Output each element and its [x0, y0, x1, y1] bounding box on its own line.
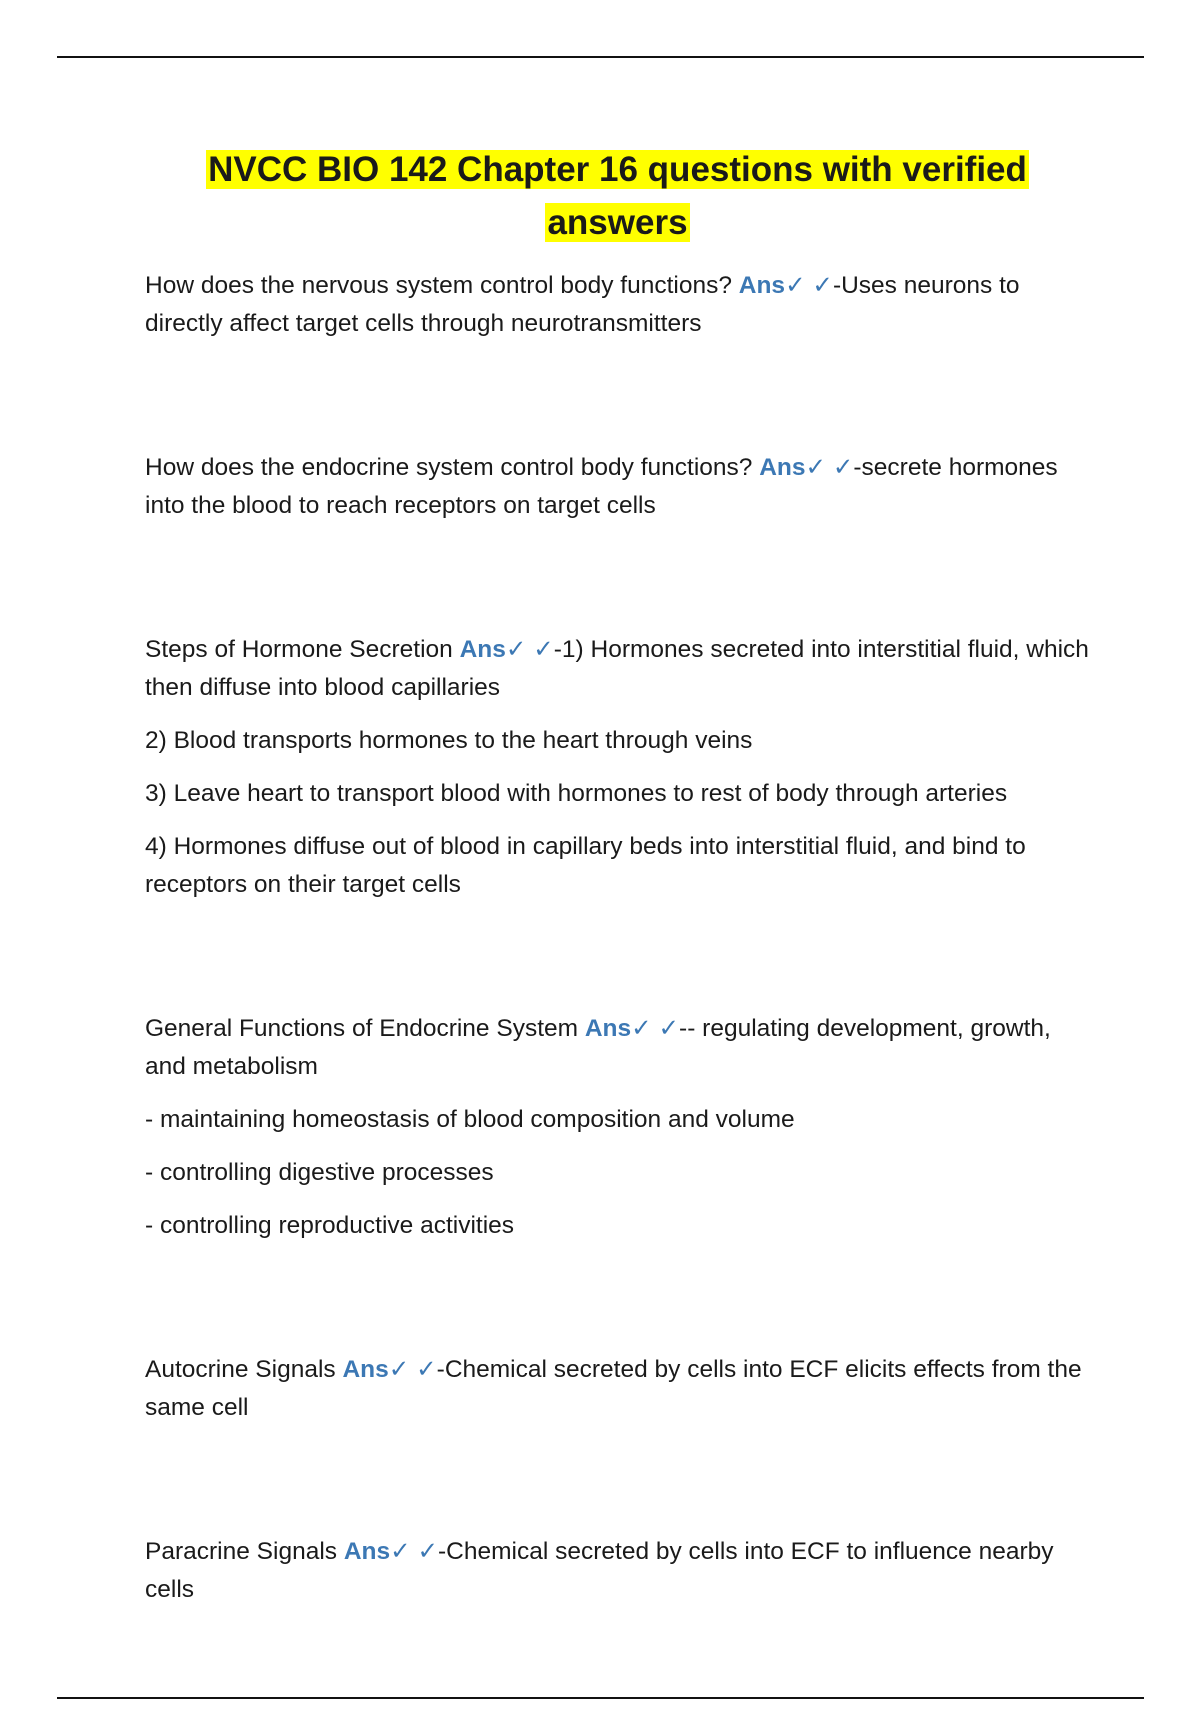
answer-line: - controlling reproductive activities: [145, 1212, 515, 1239]
answer-line: - maintaining homeostasis of blood composition and volume: [145, 1106, 795, 1133]
question-text: How does the endocrine system control body functions?: [145, 454, 753, 481]
answer-text: -- regulating development, growth, and metabolism: [145, 1015, 1051, 1080]
ans-label: Ans: [342, 1356, 389, 1383]
question-text: Steps of Hormone Secretion: [145, 636, 453, 663]
answer-line: 2) Blood transports hormones to the heart through veins: [145, 727, 753, 754]
check-icon: ✓ ✓: [388, 1356, 437, 1383]
question-text: Autocrine Signals: [145, 1356, 336, 1383]
ans-label: Ans: [459, 636, 506, 663]
answer-line: 4) Hormones diffuse out of blood in capillary beds into interstitial fluid, and bind to receptors on their target cells: [145, 833, 1026, 898]
document-title: [145, 143, 1090, 249]
check-icon: ✓ ✓: [505, 636, 554, 663]
qa-entry: [145, 1351, 1090, 1427]
ans-label: Ans: [584, 1015, 632, 1042]
check-icon: ✓ ✓: [390, 1538, 439, 1565]
check-icon: ✓ ✓: [805, 454, 854, 481]
qa-entry: [145, 449, 1090, 525]
question-text: General Functions of Endocrine System: [145, 1015, 579, 1042]
answer-text: -Chemical secreted by cells into ECF elicits effects from the same cell: [145, 1356, 1082, 1421]
check-icon: ✓ ✓: [785, 272, 833, 299]
qa-entry: [145, 1010, 1090, 1245]
check-icon: ✓ ✓: [631, 1015, 680, 1042]
answer-line: 3) Leave heart to transport blood with hormones to rest of body through arteries: [145, 780, 1008, 807]
title-highlight: NVCC BIO 142 Chapter 16 questions with verified answers: [208, 150, 1027, 242]
qa-entry: [145, 1533, 1090, 1609]
ans-label: Ans: [738, 272, 786, 299]
qa-list: [145, 267, 1090, 1715]
answer-line: - controlling digestive processes: [145, 1159, 494, 1186]
qa-question-line: [145, 1533, 1090, 1609]
qa-entry: [145, 631, 1090, 904]
ans-label: Ans: [343, 1538, 391, 1565]
qa-entry: [145, 267, 1090, 343]
qa-question-line: [145, 267, 1090, 343]
qa-question-line: [145, 1351, 1090, 1427]
answer-text: -secrete hormones into the blood to reach receptors on target cells: [145, 454, 1058, 519]
answer-text: -Chemical secreted by cells into ECF to influence nearby cells: [145, 1538, 1054, 1603]
ans-label: Ans: [759, 454, 806, 481]
qa-question-line: [145, 449, 1090, 525]
answer-text: -Uses neurons to directly affect target cells through neurotransmitters: [145, 272, 1020, 337]
qa-question-line: [145, 1010, 1090, 1086]
top-rule: [57, 56, 1144, 58]
question-text: How does the nervous system control body functions?: [145, 272, 732, 299]
question-text: Paracrine Signals: [145, 1538, 338, 1565]
bottom-rule: [57, 1697, 1144, 1699]
answer-text: -1) Hormones secreted into interstitial fluid, which then diffuse into blood capillaries: [145, 636, 1089, 701]
qa-question-line: [145, 631, 1090, 707]
